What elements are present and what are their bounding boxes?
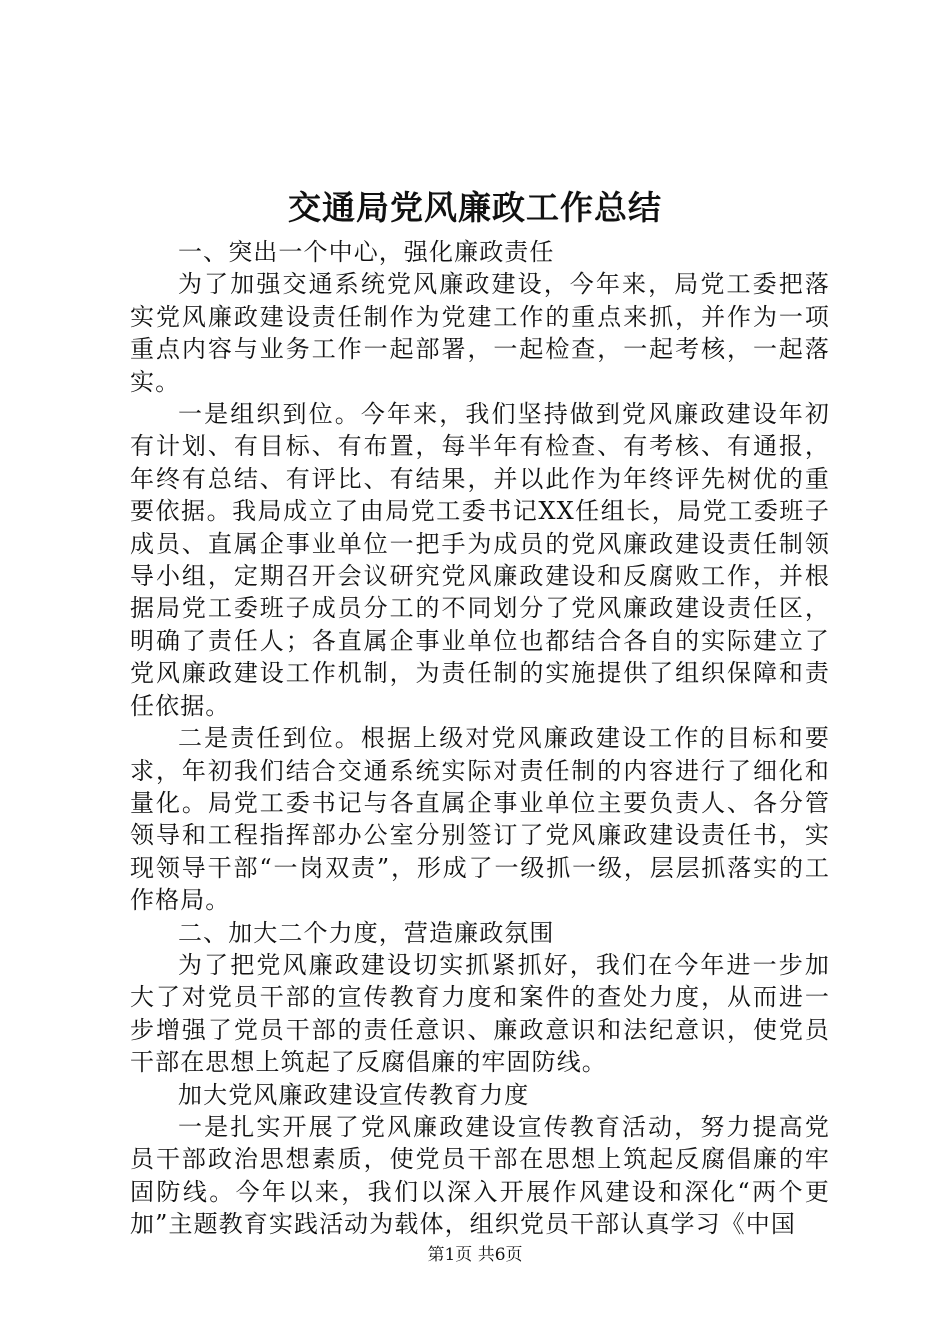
section-heading-2: 二、加大二个力度，营造廉政氛围: [178, 918, 555, 947]
document-body: [130, 236, 830, 1241]
paragraph-responsibility: 二是责任到位。根据上级对党风廉政建设工作的目标和要求，年初我们结合交通系统实际对责任制的内容进行了细化和量化。局党工委书记与各直属企事业单位主要负责人、各分管领导和工程指挥部办公室分别签订了党风廉政建设责任书，实现领导干部“一岗双责”，形成了一级抓一级，层层抓落实的工作格局。: [130, 724, 830, 915]
document-title: 交通局党风廉政工作总结: [288, 188, 662, 227]
page-footer: 第1页 共6页: [427, 1245, 523, 1265]
subsection-heading: 加大党风廉政建设宣传教育力度: [178, 1080, 530, 1109]
paragraph-education: 一是扎实开展了党风廉政建设宣传教育活动，努力提高党员干部政治思想素质，使党员干部在思想上筑起反腐倡廉的牢固防线。今年以来，我们以深入开展作风建设和深化“两个更加”主题教育实践活动为载体，组织党员干部认真学习《中国: [130, 1112, 830, 1239]
paragraph-organization: 一是组织到位。今年来，我们坚持做到党风廉政建设年初有计划、有目标、有布置，每半年有检查、有考核、有通报，年终有总结、有评比、有结果，并以此作为年终评先树优的重要依据。我局成立了由局党工委书记XX任组长，局党工委班子成员、直属企事业单位一把手为成员的党风廉政建设责任制领导小组，定期召开会议研究党风廉政建设和反腐败工作，并根据局党工委班子成员分工的不同划分了党风廉政建设责任区，明确了责任人；各直属企事业单位也都结合各自的实际建立了党风廉政建设工作机制，为责任制的实施提供了组织保障和责任依据。: [130, 400, 830, 720]
paragraph-efforts: 为了把党风廉政建设切实抓紧抓好，我们在今年进一步加大了对党员干部的宣传教育力度和案件的查处力度，从而进一步增强了党员干部的责任意识、廉政意识和法纪意识，使党员干部在思想上筑起了反腐倡廉的牢固防线。: [130, 950, 830, 1077]
section-heading-1: 一、突出一个中心，强化廉政责任: [178, 238, 555, 266]
paragraph-intro: 为了加强交通系统党风廉政建设，今年来，局党工委把落实党风廉政建设责任制作为党建工作的重点来抓，并作为一项重点内容与业务工作一起部署，一起检查，一起考核，一起落实。: [130, 270, 830, 396]
